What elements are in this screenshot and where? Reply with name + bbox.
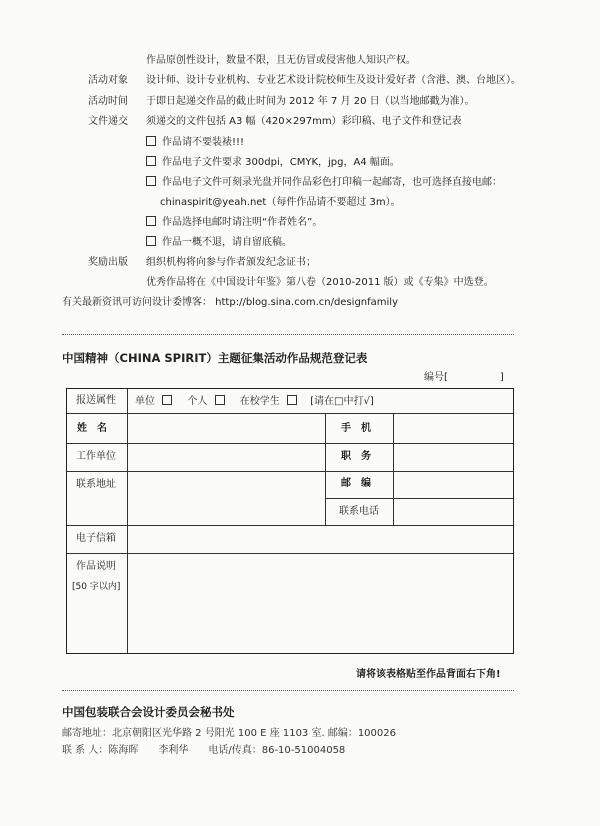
attr-options: 单位 个人 在校学生 [请在□中打√] bbox=[135, 396, 374, 407]
description-label: 作品说明 bbox=[76, 561, 116, 572]
checkbox-icon bbox=[146, 156, 156, 166]
checklist-item: 作品电子文件要求 300dpi，CMYK，jpg，A4 幅面。 bbox=[146, 156, 400, 169]
paste-note: 请将该表格贴至作品背面右下角! bbox=[356, 669, 501, 680]
footer-contact: 联 系 人：陈海晖 李利华 电话/传真：86-10-51004058 bbox=[62, 745, 346, 756]
attr-label: 报送属性 bbox=[76, 395, 116, 406]
awards-line-2: 优秀作品将在《中国设计年鉴》第八卷（2010-2011 版）或《专集》中选登。 bbox=[146, 277, 494, 288]
rule-text-files: 须递交的文件包括 A3 幅（420×297mm）彩印稿、电子文件和登记表 bbox=[146, 116, 462, 127]
awards-line-1: 组织机构将向参与作者颁发纪念证书； bbox=[146, 257, 316, 268]
rule-label-time: 活动时间 bbox=[88, 96, 128, 107]
checklist-item: 作品请不要装裱!!! bbox=[146, 136, 244, 149]
footer-org: 中国包装联合会设计委员会秘书处 bbox=[62, 705, 235, 719]
cut-line bbox=[62, 334, 514, 335]
phone-label: 联系电话 bbox=[339, 506, 379, 517]
checkbox-icon bbox=[146, 176, 156, 186]
email-label: 电子信箱 bbox=[76, 533, 116, 544]
checkbox-icon bbox=[146, 136, 156, 146]
checklist-item: 作品选择电邮时请注明“作者姓名”。 bbox=[146, 216, 322, 229]
person-checkbox[interactable] bbox=[215, 395, 225, 405]
email-line: chinaspirit@yeah.net（每件作品请不要超过 3m）。 bbox=[160, 197, 401, 208]
blog-line: 有关最新资讯可访问设计委博客： http://blog.sina.com.cn/designfamily bbox=[62, 297, 398, 308]
awards-label: 奖励出版 bbox=[88, 257, 128, 268]
address-label: 联系地址 bbox=[76, 479, 116, 490]
work-unit-label: 工作单位 bbox=[76, 451, 116, 462]
form-number: 编号[ ] bbox=[424, 372, 504, 383]
checklist-item: 作品电子文件可刻录光盘并同作品彩色打印稿一起邮寄，也可选择直接电邮： bbox=[146, 176, 502, 189]
name-label: 姓 名 bbox=[77, 423, 107, 434]
description-hint: [50 字以内] bbox=[72, 582, 121, 592]
rule-label-target: 活动对象 bbox=[88, 75, 128, 86]
form-title: 中国精神（CHINA SPIRIT）主题征集活动作品规范登记表 bbox=[62, 351, 368, 365]
rule-text-target: 设计师、设计专业机构、专业艺术设计院校师生及设计爱好者（含港、澳、台地区）。 bbox=[146, 75, 521, 86]
rule-text-time: 于即日起递交作品的截止时间为 2012 年 7 月 20 日（以当地邮戳为准）。 bbox=[146, 96, 475, 107]
registration-form bbox=[66, 388, 514, 654]
rule-label-files: 文件递交 bbox=[88, 116, 128, 127]
originality-text: 作品原创性设计，数量不限，且无仿冒或侵害他人知识产权。 bbox=[146, 55, 416, 66]
checklist-item: 作品一概不退，请自留底稿。 bbox=[146, 236, 292, 249]
unit-checkbox[interactable] bbox=[162, 395, 172, 405]
duty-label: 职 务 bbox=[341, 451, 371, 462]
footer-address: 邮寄地址：北京朝阳区光华路 2 号阳光 100 E 座 1103 室. 邮编：100026 bbox=[62, 728, 396, 739]
checkbox-icon bbox=[146, 216, 156, 226]
postcode-label: 邮 编 bbox=[341, 478, 371, 489]
checkbox-icon bbox=[146, 236, 156, 246]
student-checkbox[interactable] bbox=[287, 395, 297, 405]
mobile-label: 手 机 bbox=[341, 423, 371, 434]
footer-divider bbox=[62, 690, 514, 691]
